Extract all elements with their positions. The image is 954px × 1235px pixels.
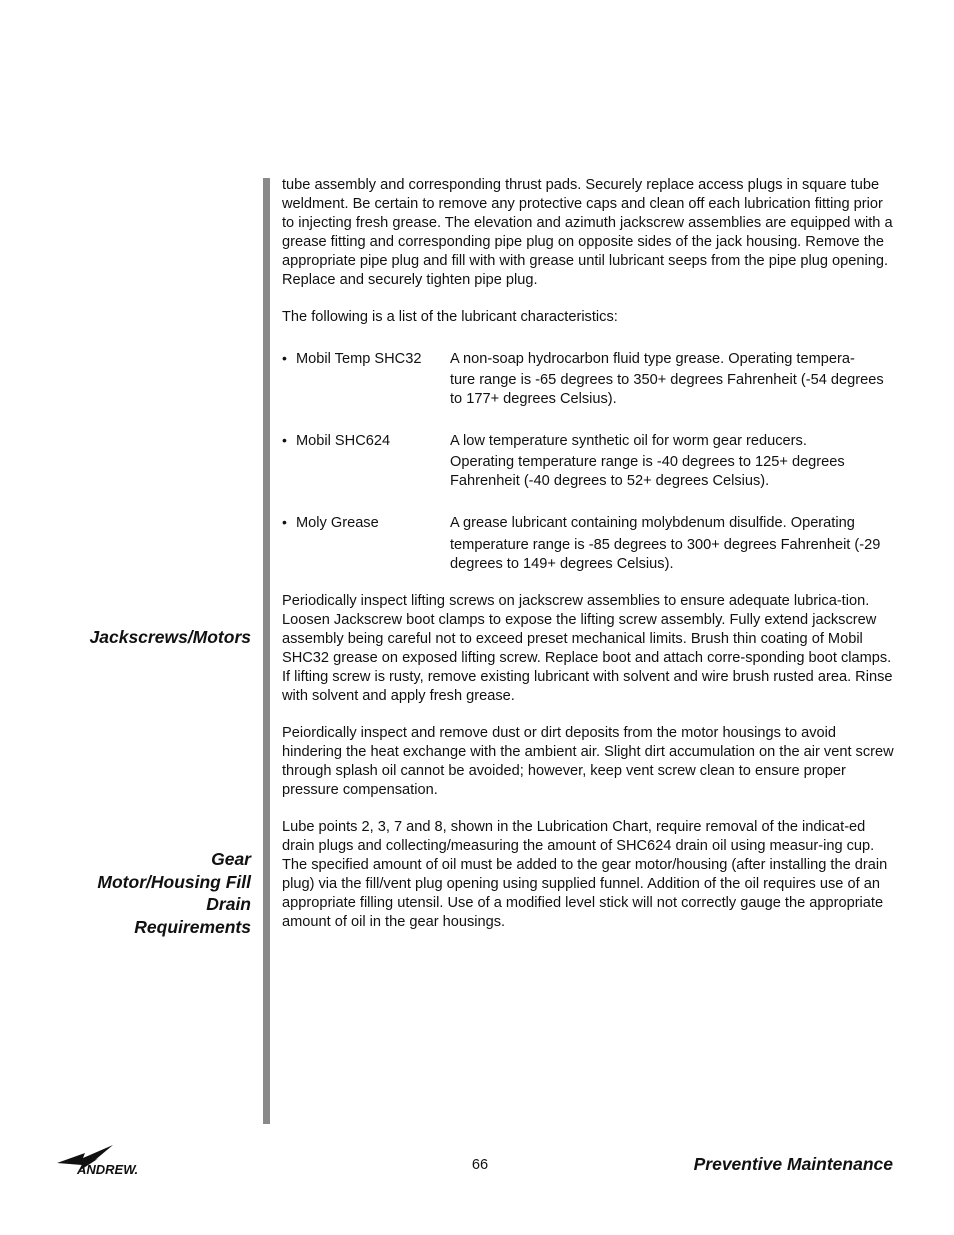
lightning-icon <box>55 1141 170 1175</box>
description-line: A low temperature synthetic oil for worm gear reducers. <box>450 433 807 450</box>
description-line: A non-soap hydrocarbon fluid type grease. Operating tempera- <box>450 350 855 367</box>
lubricant-description <box>450 432 898 491</box>
page-number: 66 <box>471 1157 489 1173</box>
heading-line: Gear <box>211 849 251 869</box>
body-text <box>282 176 898 932</box>
description-line: temperature range is -85 degrees to 300+ degrees Fahrenheit (-29 degrees to 149+ degrees Celsius). <box>450 536 881 572</box>
description-line: A grease lubricant containing molybdenum disulfide. Operating <box>450 515 855 532</box>
paragraph-gear-drain: Lube points 2, 3, 7 and 8, shown in the Lubrication Chart, require removal of the indicat-ed drain plugs and collecting/measuring the amount of SHC624 drain oil using measur-ing cup. The specified amount of oil must be added to the gear motor/housing (after installing the drain plug) via the fill/vent plug opening using supplied funnel. Addition of the oil requires use of an appropriate filling utensil. Use of a modified level stick will not correctly gauge the appropriate amount of oil in the gear housings. <box>282 819 888 930</box>
footer-section-title: Preventive Maintenance <box>693 1154 893 1174</box>
description-line: ture range is -65 degrees to 350+ degrees Fahrenheit (-54 degrees to 177+ degrees Celsius). <box>450 372 884 408</box>
paragraph-grease-fittings: tube assembly and corresponding thrust pads. Securely replace access plugs in square tube weldment. Be certain to remove any protective caps and clean off each lubrication fitting prior to injecting fresh grease. The elevation and azimuth jackscrew assemblies are equipped with a grease fitting and corresponding pipe plug on opposite sides of the jack housing. Remove the appropriate pipe plug and fill with with grease until lubricant seeps from the pipe plug opening. Replace and securely tighten pipe plug. <box>282 177 893 288</box>
paragraph-lubricant-intro: The following is a list of the lubricant characteristics: <box>282 308 618 325</box>
svg-text:ANDREW.: ANDREW. <box>77 1162 139 1175</box>
heading-line: Drain <box>206 894 251 914</box>
heading-line: Requirements <box>134 916 251 937</box>
paragraph-motor-housings: Peiordically inspect and remove dust or dirt deposits from the motor housings to avoid hindering the heat exchange with the ambient air. Slight dirt accumulation on the air vent screw through splash oil cannot be avoided; however, keep vent screw clean to ensure proper pressure compensation. <box>282 724 894 798</box>
list-item <box>282 514 898 573</box>
lubricant-name: Mobil SHC624 <box>296 433 391 450</box>
description-line: Operating temperature range is -40 degrees to 125+ degrees Fahrenheit (-40 degrees to 52+ degrees Celsius). <box>450 454 845 490</box>
lubricant-description <box>450 514 898 573</box>
lubricant-name: Mobil Temp SHC32 <box>296 350 422 367</box>
bullet-icon: • <box>282 349 287 366</box>
paragraph-jackscrews: Periodically inspect lifting screws on jackscrew assemblies to ensure adequate lubrica-tion. Loosen Jackscrew boot clamps to expose the lifting screw assembly. Fully extend jackscrew assembly being careful not to exceed preset mechanical limits. Brush thin coating of Mobil SHC32 grease on exposed lifting screw. Replace boot and attach corre-sponding boot clamps. If lifting screw is rusty, remove existing lubricant with solvent and wire brush rusted area. Rinse with solvent and apply fresh grease. <box>282 593 893 704</box>
heading-line: Motor/Housing Fill <box>97 871 251 892</box>
andrew-logo <box>55 1141 170 1175</box>
heading-jackscrews-motors: Jackscrews/Motors <box>89 627 251 647</box>
bullet-icon: • <box>282 514 287 531</box>
lubricant-description <box>450 350 898 409</box>
margin-rule <box>263 178 270 1124</box>
list-item <box>282 350 898 409</box>
list-item <box>282 432 898 491</box>
bullet-icon: • <box>282 432 287 449</box>
lubricant-name: Moly Grease <box>296 515 379 532</box>
heading-gear-motor-housing <box>97 848 251 938</box>
